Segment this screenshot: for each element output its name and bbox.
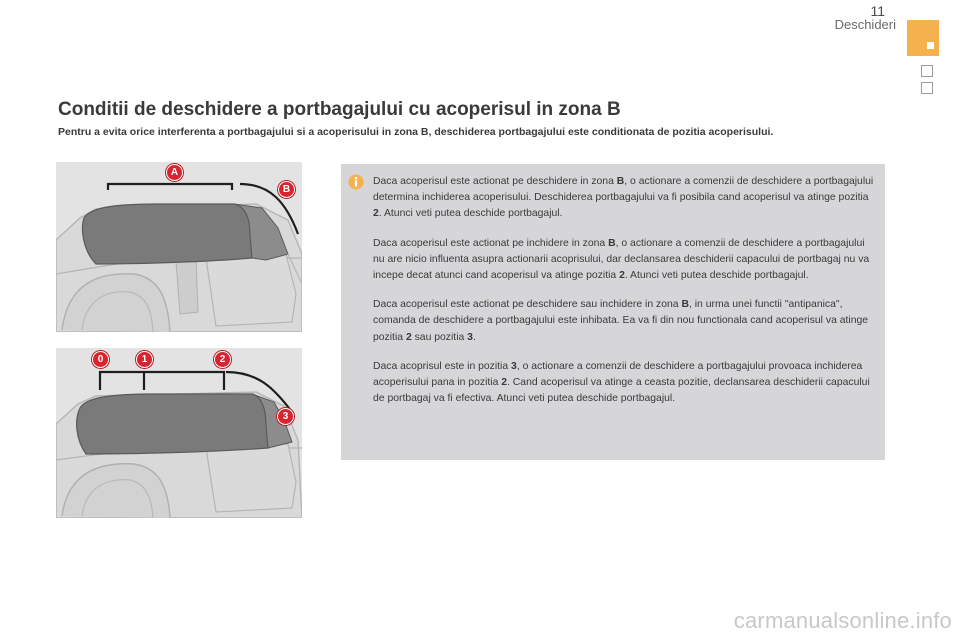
page-number: 11 — [870, 3, 885, 19]
section-name: Deschideri — [834, 17, 896, 32]
label-badge-1: 1 — [136, 351, 153, 368]
intro-text: Pentru a evita orice interferenta a portbagajului si a acoperisului in zona B, deschiderea portbagajului este conditionata de pozitia acoperisului. — [58, 126, 774, 138]
section-tab[interactable] — [907, 20, 939, 56]
label-badge-2: 2 — [214, 351, 231, 368]
info-paragraph-2: Daca acoperisul este actionat pe inchidere in zona B, o actionare a comenzii de deschidere a portbagajului nu are nicio influenta asupra actionarii acoprisului, dar declansarea deschiderii capacului de portbagaj nu va incepe decat atunci cand acoperisul va atinge pozitia 2. Atunci veti putea deschide portbagajul. — [373, 237, 870, 282]
roof-positions-illustration — [56, 348, 302, 518]
label-badge-3: 3 — [277, 408, 294, 425]
info-paragraph-3: Daca acoperisul este actionat pe deschidere sau inchidere in zona B, in urma unei functii "antipanica", comanda de deschidere a portbagajului este inhibata. Ea va fi din nou functionala cand acoperisul va atinge pozitia 2 sau pozitia 3. — [373, 299, 869, 343]
label-badge-b: B — [278, 181, 295, 198]
roof-zone-illustration — [56, 162, 302, 332]
tab-box-empty[interactable] — [921, 82, 933, 94]
label-badge-a: A — [166, 164, 183, 181]
tab-square-icon — [927, 42, 934, 49]
info-box — [341, 164, 885, 460]
info-paragraph-1: Daca acoperisul este actionat pe deschidere in zona B, o actionare a comenzii de deschidere a portbagajului determina inchiderea acoperisului. Deschiderea portbagajului va fi posibila cand acoperisul va atinge pozitia 2. Atunci veti putea deschide portbagajul. — [373, 176, 874, 220]
tab-box-empty[interactable] — [921, 65, 933, 77]
info-icon — [348, 174, 364, 190]
info-paragraph-4: Daca acoprisul este in pozitia 3, o actionare a comenzii de deschidere a portbagajului provoaca inchiderea acoperisului pana in pozitia 2. Cand acoperisul va atinge a ceasta pozitie, declansarea deschiderii capacului de portbagaj va fi efectiva. Atunci veti putea deschide portbagajul. — [373, 360, 870, 405]
page-title: Conditii de deschidere a portbagajului cu acoperisul in zona B — [58, 99, 621, 120]
watermark: carmanualsonline.info — [733, 608, 952, 633]
label-badge-0: 0 — [92, 351, 109, 368]
